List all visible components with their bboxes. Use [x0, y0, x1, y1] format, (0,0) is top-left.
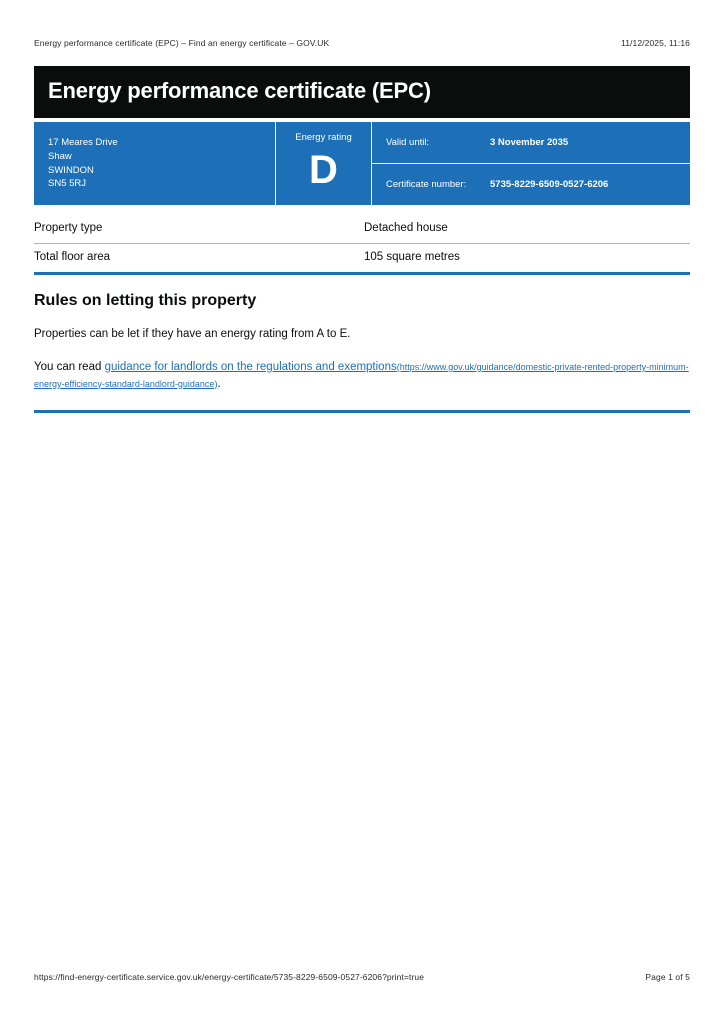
print-footer-page: Page 1 of 5: [645, 972, 690, 982]
epc-document: [34, 66, 690, 413]
letting-rules-section: [34, 291, 690, 413]
address-line-1: 17 Meares Drive: [48, 137, 118, 149]
print-header-title: Energy performance certificate (EPC) – Find an energy certificate – GOV.UK: [34, 38, 330, 48]
summary-value: Detached house: [364, 222, 448, 235]
valid-until-value: 3 November 2035: [490, 137, 569, 149]
epc-summary-band: [34, 122, 690, 205]
epc-title-bar: [34, 66, 690, 118]
letting-rules-heading: Rules on letting this property: [34, 292, 257, 310]
valid-until-row: [372, 122, 690, 164]
summary-row-floor-area: [34, 244, 690, 275]
address-postcode: SN5 5RJ: [48, 178, 87, 190]
address-line-2: Shaw: [48, 150, 72, 162]
certificate-number-row: [372, 164, 690, 205]
summary-key: Property type: [34, 222, 103, 235]
print-header: [34, 38, 690, 48]
valid-until-label: Valid until:: [386, 137, 430, 149]
letting-rules-paragraph-1: Properties can be let if they have an energy rating from A to E.: [34, 328, 351, 341]
landlord-guidance-link[interactable]: guidance for landlords on the regulations and exemptions: [104, 360, 397, 373]
energy-rating-letter: D: [309, 147, 338, 192]
print-header-timestamp: 11/12/2025, 11:16: [621, 38, 690, 48]
landlord-guidance-url: (https://www.gov.uk/guidance/domestic-private-rented-property-minimum-energy-efficiency-standard-landlord-guidance): [34, 361, 689, 389]
section-divider: [34, 410, 690, 413]
energy-rating-label: Energy rating: [295, 132, 352, 144]
paragraph-suffix: .: [217, 377, 221, 390]
paragraph-prefix: You can read: [34, 360, 105, 373]
certificate-meta: [372, 122, 690, 205]
summary-value: 105 square metres: [364, 251, 460, 264]
property-address: [34, 122, 276, 205]
letting-rules-paragraph-2: [34, 359, 690, 392]
print-footer: [34, 972, 690, 982]
summary-key: Total floor area: [34, 251, 111, 264]
energy-rating-block: [276, 122, 372, 205]
address-town: SWINDON: [48, 164, 94, 176]
certificate-number-value: 5735-8229-6509-0527-6206: [490, 179, 609, 191]
summary-row-property-type: [34, 215, 690, 244]
certificate-number-label: Certificate number:: [386, 179, 467, 191]
page-title: Energy performance certificate (EPC): [48, 78, 431, 103]
property-summary: [34, 215, 690, 275]
print-footer-url: https://find-energy-certificate.service.gov.uk/energy-certificate/5735-8229-6509-0527-6206?print=true: [34, 972, 425, 982]
